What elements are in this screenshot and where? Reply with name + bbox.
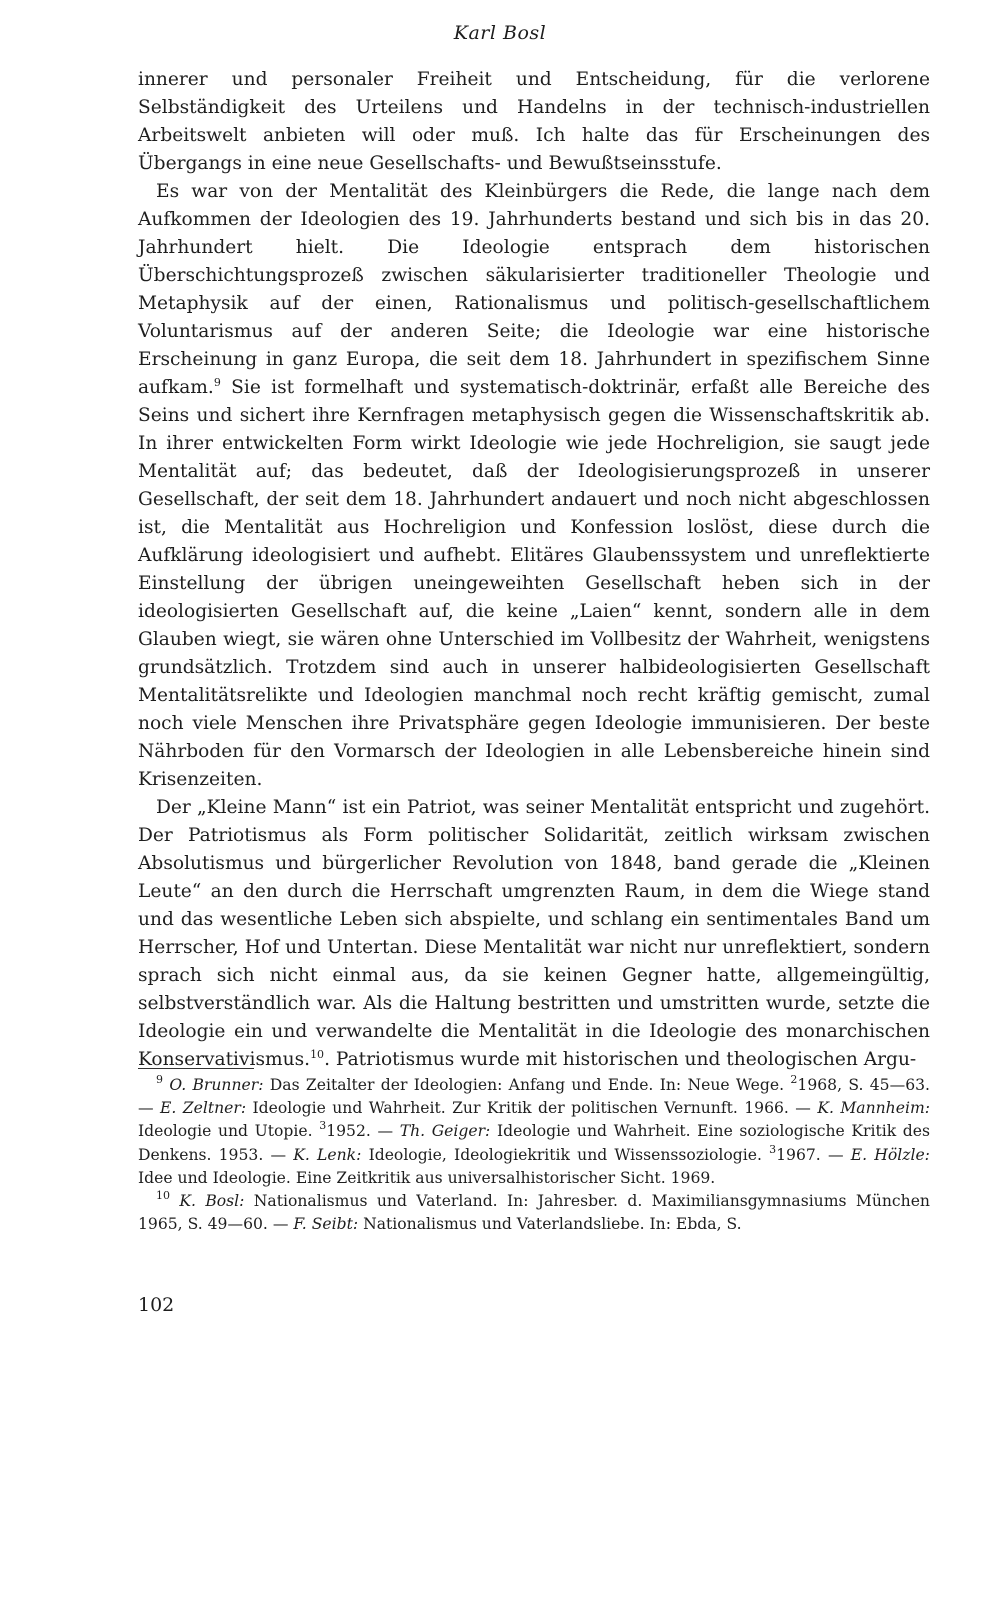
footnote-marker-9: 9 [213,376,221,389]
footnote-text: Ideologie und Utopie. [138,1122,313,1141]
paragraph-text: Patriotismus wurde mit historischen und theologischen Argu- [335,1049,917,1070]
footnote-text: Ideologie und Wahrheit. Eine soziologische Kritik des Denkens. 1953. — [138,1122,930,1164]
footnote-number: 9 [156,1073,163,1086]
footnote-author: K. Bosl: [179,1192,245,1211]
paragraph: Der „Kleine Mann“ ist ein Patriot, was seiner Mentalität entspricht und zugehört. Der Patriotismus als Form politischer Solidarität, zeitlich wirksam zwischen Absolutismus und bürgerlicher Revolution von 1848, band gerade die „Kleinen Leute“ an den durch die Herrschaft umgrenzten Raum, in dem die Wiege stand und das wesentliche Leben sich abspielte, und schlang ein sentimentales Band um Herrscher, Hof und Untertan. Diese Mentalität war nicht nur unreflektiert, sondern sprach sich nicht einmal aus, da sie keinen Gegner hatte, allgemeingültig, selbstverständlich war. Als die Haltung bestritten und umstritten wurde, setzte die Ideologie ein und verwandelte die Mentalität in die Ideologie des monarchischen Konservativismus.$^{10}$. Patriotismus wurde mit historischen und theologischen Argu- [138,797,930,1070]
footnote-author: E. Zeltner: [160,1099,247,1118]
footnote-text: Das Zeitalter der Ideologien: Anfang und Ende. In: Neue Wege. [269,1076,785,1094]
paragraph-text: Sie ist formelhaft und systematisch-doktrinär, erfaßt alle Bereiche des Seins und sichert ihre Kernfragen metaphysisch gegen die Wissenschaftskritik ab. In ihrer entwickelten Form wirkt Ideologie wie jede Hochreligion, sie saugt jede Mentalität auf; das bedeutet, daß der Ideologisierungsprozeß in unserer Gesellschaft, der seit dem 18. Jahrhundert andauert und noch nicht abgeschlossen ist, die Mentalität aus Hochreligion und Konfession loslöst, diese durch die Aufklärung ideologisiert und aufhebt. Elitäres Glaubenssystem und unreflektierte Einstellung der übrigen uneingeweihten Gesellschaft heben sich in der ideologisierten Gesellschaft auf, die keine „Laien“ kennt, sondern alle in dem Glauben wiegt, sie wären ohne Unterschied im Vollbesitz der Wahrheit, wenigstens grundsätzlich. Trotzdem sind auch in unserer halbideologisierten Gesellschaft Mentalitätsrelikte und Ideologien manchmal noch recht kräftig gemischt, zumal noch viele Menschen ihre Privatsphäre gegen Ideologie immunisieren. Der beste Nährboden für den Vormarsch der Ideologien in alle Lebensbereiche hinein sind Krisenzeiten. [138,377,930,790]
footnote-author: O. Brunner: [169,1076,264,1094]
footnote-text: Nationalismus und Vaterland. In: Jahresber. d. Maximiliansgymnasiums München 1965, S. 49—60. — [138,1192,930,1234]
footnote-text: Nationalismus und Vaterlandsliebe. In: Ebda, S. [363,1215,742,1234]
footnote-text: Idee und Ideologie. Eine Zeitkritik aus universalhistorischer Sicht. 1969. [138,1168,716,1187]
paragraph-text: Der „Kleine Mann“ ist ein Patriot, was seiner Mentalität entspricht und zugehört. Der Patriotismus als Form politischer Solidarität, zeitlich wirksam zwischen Absolutismus und bürgerlicher Revolution von 1848, band gerade die „Kleinen Leute“ an den durch die Herrschaft umgrenzten Raum, in dem die Wiege stand und das wesentliche Leben sich abspielte, und schlang ein sentimentales Band um Herrscher, Hof und Untertan. Diese Mentalität war nicht nur unreflektiert, sondern sprach sich nicht einmal aus, da sie keinen Gegner hatte, allgemeingültig, selbstverständlich war. Als die Haltung bestritten und umstritten wurde, setzte die Ideologie ein und verwandelte die Mentalität in die Ideologie des monarchischen Konservativismus. [138,797,930,1070]
footnote-author: K. Mannheim: [817,1099,930,1118]
footnote-author: Th. Geiger: [399,1122,491,1141]
footnote-number: 10 [156,1189,170,1203]
edition-number: 2 [790,1073,798,1086]
body-text [138,66,930,1074]
page-number: 102 [138,1294,175,1316]
footnote-rule [138,1068,254,1069]
footnote-text: 1952. — [326,1122,394,1141]
footnote-text: 1967. — [776,1145,844,1164]
paragraph-text: innerer und personaler Freiheit und Entscheidung, für die verlorene Selbständigkeit des Urteilens und Handelns in der technisch-industriellen Arbeitswelt anbieten will oder muß. Ich halte das für Erscheinungen des Übergangs in eine neue Gesellschafts- und Bewußtseinsstufe. [138,69,930,174]
footnote-author: E. Hölzle: [850,1145,930,1164]
edition-number: 3 [769,1142,777,1156]
footnote-text: Ideologie und Wahrheit. Zur Kritik der politischen Vernunft. 1966. — [252,1099,811,1118]
footnotes [138,1074,930,1236]
footnote-text: Ideologie, Ideologiekritik und Wissenssoziologie. [368,1145,762,1164]
paragraph-text: Es war von der Mentalität des Kleinbürgers die Rede, die lange nach dem Aufkommen der Ideologien des 19. Jahrhunderts bestand und sich bis in das 20. Jahrhundert hielt. Die Ideologie entsprach dem historischen Überschichtungsprozeß zwischen säkularisierter traditioneller Theologie und Metaphysik auf der einen, Rationalismus und politisch-gesellschaftlichem Voluntarismus auf der anderen Seite; die Ideologie war eine historische Erscheinung in ganz Europa, die seit dem 18. Jahrhundert in spezifischem Sinne aufkam. [138,181,930,398]
footnote-10 [138,1190,930,1236]
footnote-author: F. Seibt: [293,1215,359,1234]
paragraph [138,178,930,794]
footnote-author: K. Lenk: [293,1145,362,1164]
footnote-text: 1968, S. 45—63. — [138,1076,930,1118]
edition-number: 3 [319,1119,327,1133]
paragraph [138,66,930,178]
footnote-marker-10: 10 [310,1048,325,1061]
footnote-9 [138,1074,930,1190]
running-head: Karl Bosl [453,22,547,44]
